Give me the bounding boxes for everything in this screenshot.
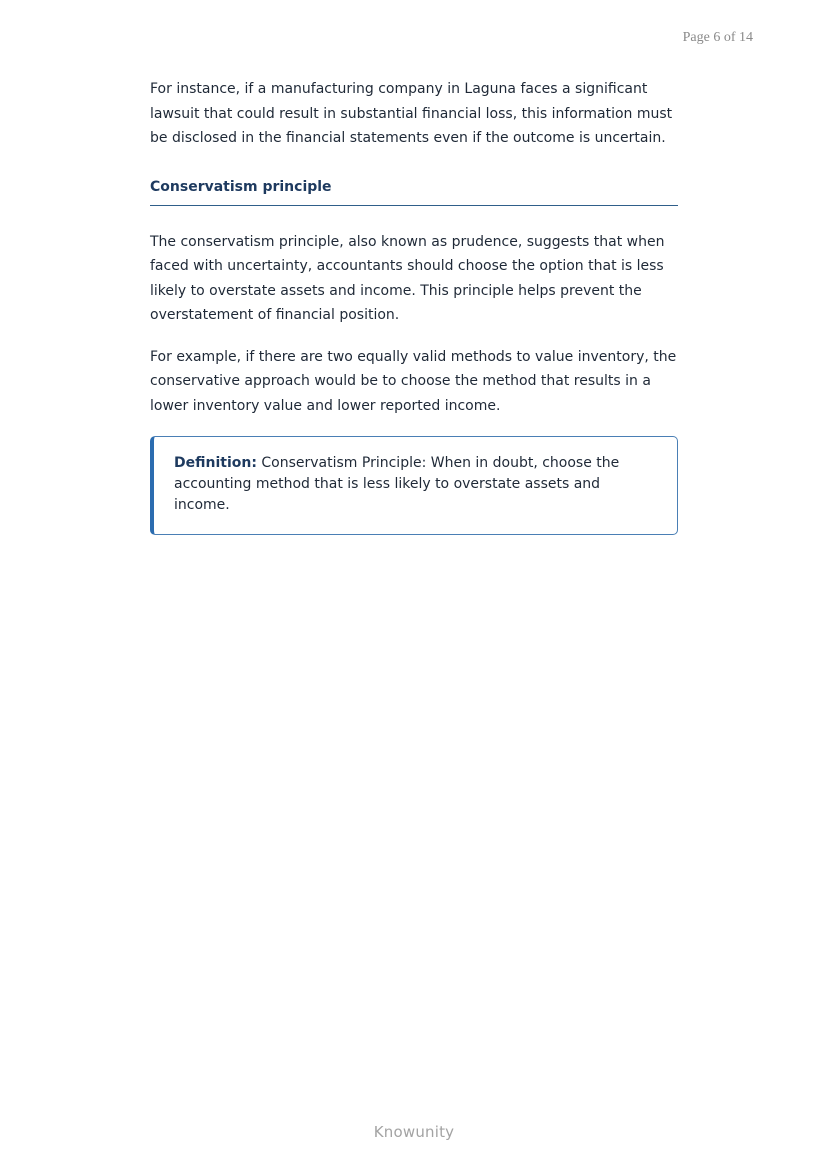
document-content [150, 77, 678, 535]
section-body [150, 230, 678, 419]
definition-label: Definition: [174, 455, 257, 471]
page-number: Page 6 of 14 [682, 30, 753, 45]
paragraph-conservatism-explanation: The conservatism principle, also known as prudence, suggests that when faced with uncertainty, accountants should choose the option that is less likely to overstate assets and income. This principle helps prevent the overstatement of financial position. [150, 233, 665, 323]
footer-brand: Knowunity [373, 1123, 455, 1141]
intro-paragraph: For instance, if a manufacturing company in Laguna faces a significant lawsuit that could result in substantial financial loss, this information must be disclosed in the financial statements even if the outcome is uncertain. [150, 81, 673, 146]
definition-box [150, 436, 678, 535]
paragraph-conservatism-example: For example, if there are two equally valid methods to value inventory, the conservative approach would be to choose the method that results in a lower inventory value and lower reported income. [150, 348, 677, 414]
definition-text: Conservatism Principle: When in doubt, choose the accounting method that is less likely to overstate assets and income. [174, 455, 620, 513]
section-heading: Conservatism principle [150, 177, 678, 206]
